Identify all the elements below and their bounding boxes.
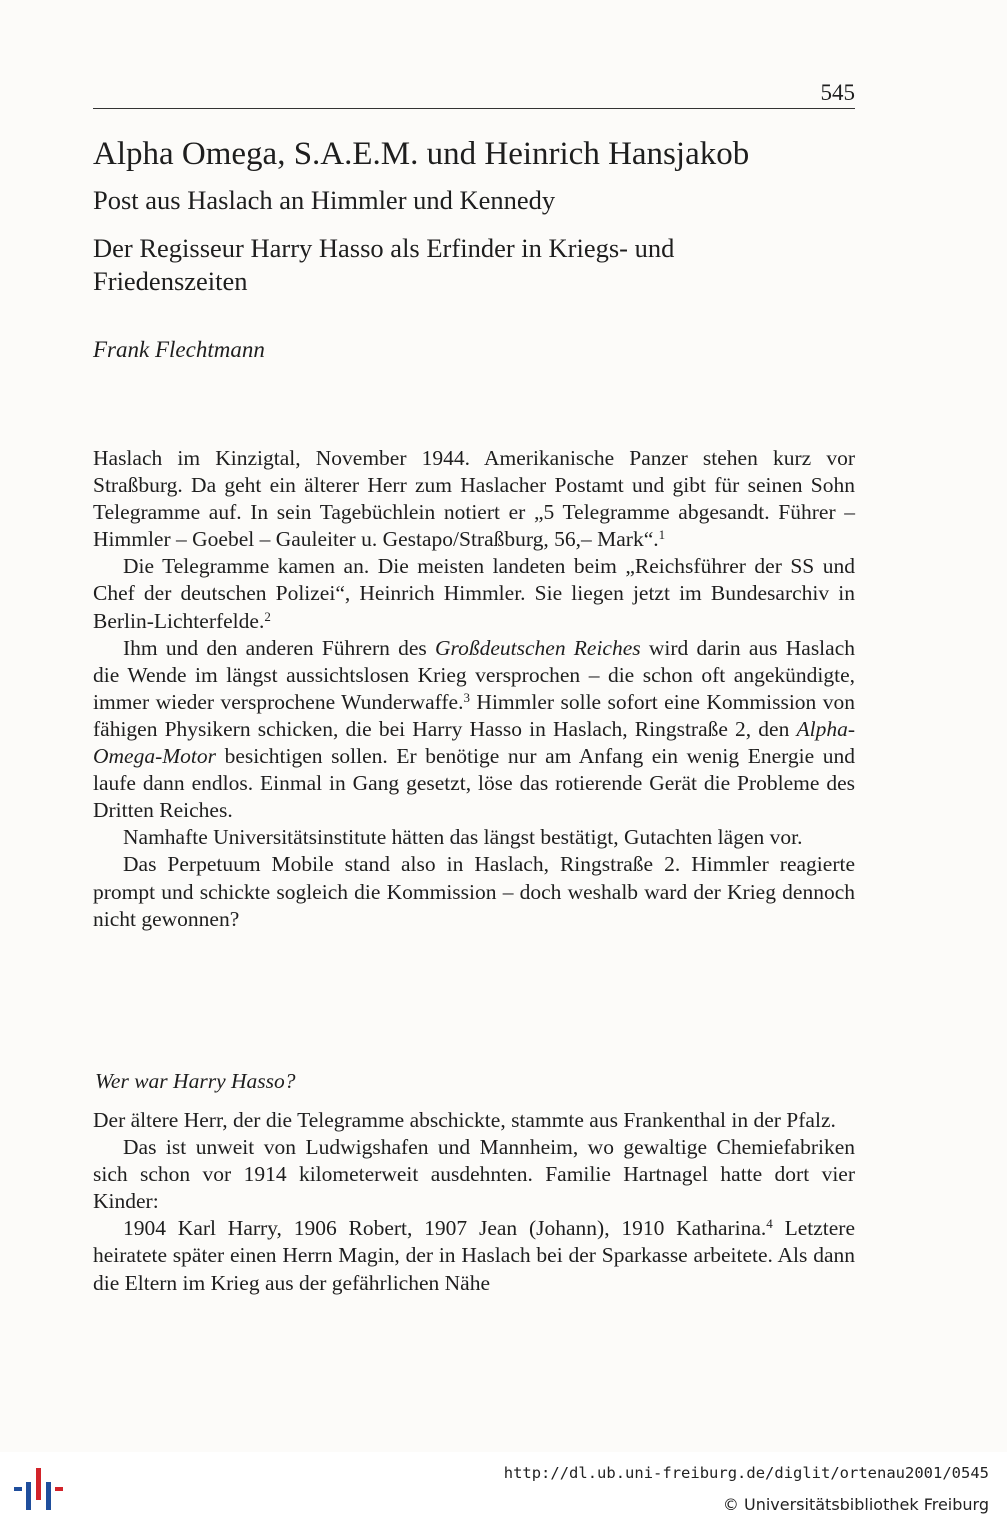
permalink-url[interactable]: http://dl.ub.uni-freiburg.de/diglit/ortenau2001/0545: [503, 1464, 989, 1482]
section-1-body: [93, 445, 855, 933]
paragraph: Haslach im Kinzigtal, November 1944. Amerikanische Panzer stehen kurz vor Straßburg. Da geht ein älterer Herr zum Haslacher Postamt und gibt für seinen Sohn Telegramme auf. In sein Tagebüchlein notiert er „5 Telegramme abgesandt. Führer – Himmler – Goebel – Gauleiter u. Gestapo/Straßburg, 56,– Mark“.$^1$: [93, 446, 855, 552]
paragraph: Das Perpetuum Mobile stand also in Haslach, Ringstraße 2. Himmler reagierte prompt und schickte sogleich die Kommission – doch weshalb ward der Krieg dennoch nicht gewonnen?: [93, 852, 855, 931]
paragraph: Der ältere Herr, der die Telegramme abschickte, stammte aus Frankenthal in der Pfalz.: [93, 1108, 836, 1132]
footnote-ref[interactable]: 3: [463, 689, 470, 705]
viewer-footer: [0, 1452, 1007, 1525]
section-2-body: [93, 1107, 855, 1297]
footnote-ref[interactable]: 1: [658, 527, 666, 543]
header-rule: [93, 108, 855, 109]
paragraph: Das ist unweit von Ludwigshafen und Mannheim, wo gewaltige Chemiefabriken sich schon vor 1914 kilometerweit ausdehnten. Familie Hartnagel hatte dort vier Kinder:: [93, 1135, 855, 1214]
author-name: Frank Flechtmann: [93, 337, 265, 362]
section-heading: Wer war Harry Hasso?: [95, 1069, 296, 1093]
footnote-ref[interactable]: 2: [264, 608, 271, 624]
paragraph: Namhafte Universitätsinstitute hätten das längst bestätigt, Gutachten lägen vor.: [123, 825, 803, 850]
article-title: Alpha Omega, S.A.E.M. und Heinrich Hansjakob: [93, 136, 750, 172]
paragraph: 1904 Karl Harry, 1906 Robert, 1907 Jean (Johann), 1910 Katharina.$^4$ Letztere heiratete später einen Herrn Magin, der in Haslach bei der Sparkasse arbeitete. Als dann die Eltern im Krieg aus der gefährlichen Nähe: [93, 1216, 855, 1295]
footnote-ref[interactable]: 4: [766, 1216, 773, 1232]
article-subtitle-2: Der Regisseur Harry Hasso als Erfinder in Kriegs- und Friedenszeiten: [93, 233, 675, 296]
ub-freiburg-logo-icon[interactable]: [14, 1468, 64, 1510]
article-subtitle-1: Post aus Haslach an Himmler und Kennedy: [93, 185, 556, 215]
paragraph: Ihm und den anderen Führern des Großdeutschen Reiches wird darin aus Haslach die Wende im längst aussichtslosen Krieg versprochen – die schon oft angekündigte, immer wieder versprochene Wunderwaffe.$^3$ Himmler solle sofort eine Kommission von fähigen Physikern schicken, die bei Harry Hasso in Haslach, Ringstraße 2, den Alpha-Omega-Motor besichtigen sollen. Er benötige nur am Anfang ein wenig Energie und laufe dann endlos. Einmal in Gang gesetzt, löse das rotierende Gerät die Probleme des Dritten Reiches.: [93, 635, 856, 823]
paragraph: Die Telegramme kamen an. Die meisten landeten beim „Reichsführer der SS und Chef der deutschen Polizei“, Heinrich Himmler. Sie liegen jetzt im Bundesarchiv in Berlin-Lichterfelde.$^2$: [93, 554, 855, 633]
page-number: 545: [820, 80, 855, 105]
copyright-notice: © Universitätsbibliothek Freiburg: [722, 1495, 989, 1514]
